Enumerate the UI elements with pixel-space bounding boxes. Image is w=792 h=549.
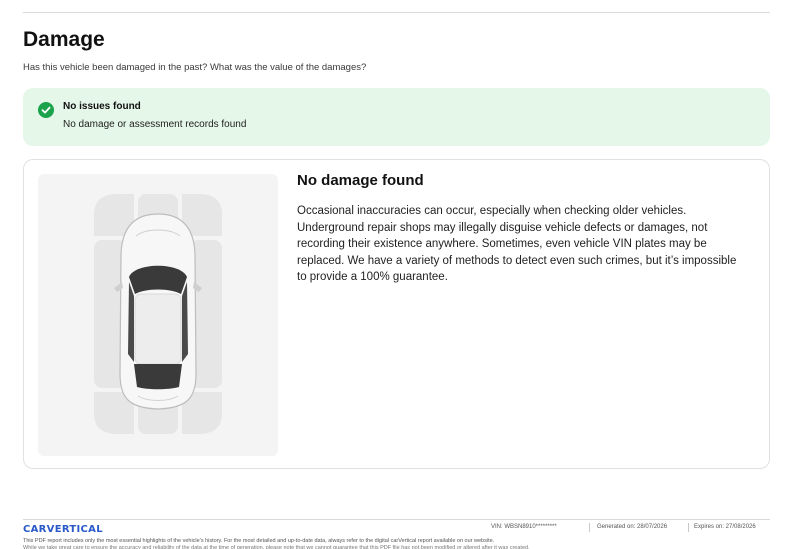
top-divider (23, 12, 770, 13)
card-body: Occasional inaccuracies can occur, especially when checking older vehicles. Underground repair shops may illegally disguise vehicle defects or damages, not recording their existence anywhere. Sometimes, even vehicle VIN plates may be replaced. We have a variety of methods to detect even such crimes, but it’s impossible to provide a 100% guarantee. (297, 205, 737, 283)
damage-card (23, 159, 770, 469)
expires-date: Expires on: 27/08/2026 (694, 524, 756, 530)
car-top-view-icon (38, 174, 278, 456)
footer-disclaimer: This PDF report includes only the most essential highlights of the vehicle’s history. For the most detailed and up-to-date data, always refer to the digital carVertical report available on our website. (23, 538, 495, 544)
footer-separator (589, 523, 590, 532)
status-text: No damage or assessment records found (63, 119, 247, 130)
generated-date: Generated on: 28/07/2026 (597, 524, 668, 530)
section-subtitle: Has this vehicle been damaged in the past? What was the value of the damages? (23, 62, 367, 73)
card-heading: No damage found (297, 172, 424, 189)
status-title: No issues found (63, 101, 141, 112)
footer-separator (688, 523, 689, 532)
vin-label: VIN: WBSN8910********* (491, 524, 557, 530)
footer-divider (23, 519, 770, 520)
check-circle-icon (38, 102, 54, 118)
status-banner (23, 88, 770, 146)
car-diagram (38, 174, 278, 456)
brand-logo: CARVERTICAL (23, 524, 103, 535)
section-title: Damage (23, 28, 105, 51)
footer-disclaimer-secondary: While we take great care to ensure the accuracy and reliability of the data at the time of generation, please note that we cannot guarantee that this PDF file has not been modified or altered after it was created. (23, 545, 530, 549)
